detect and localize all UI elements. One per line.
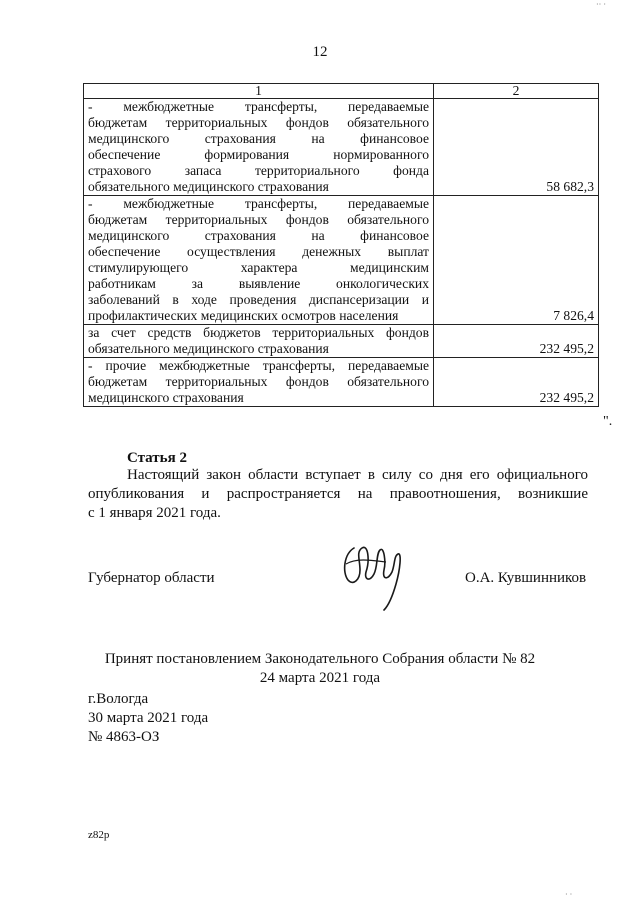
description-line: - прочие межбюджетные трансферты, передаваемые bbox=[88, 358, 429, 373]
description-line: профилактических медицинских осмотров населения bbox=[88, 308, 399, 323]
adoption-line-2: 24 марта 2021 года bbox=[259, 670, 381, 686]
adoption-note bbox=[0, 650, 640, 688]
law-number: № 4863-ОЗ bbox=[88, 729, 160, 745]
description-line: бюджетам территориальных фондов обязательного bbox=[88, 374, 429, 389]
row-description bbox=[84, 325, 434, 358]
corner-mark-bottom: · · bbox=[565, 890, 573, 899]
page-number: 12 bbox=[312, 44, 328, 60]
table-header-col-1: 1 bbox=[84, 84, 434, 99]
place-date-block bbox=[88, 690, 208, 747]
row-description bbox=[84, 99, 434, 196]
article-line: опубликования и распространяется на правоотношения, возникшие bbox=[88, 486, 588, 502]
article-body bbox=[88, 466, 588, 523]
governor-label: Губернатор области bbox=[88, 570, 215, 586]
row-value: 232 495,2 bbox=[434, 358, 599, 407]
table-header-row bbox=[84, 84, 599, 99]
description-line: обязательного медицинского страхования bbox=[88, 179, 329, 194]
article-line: Настоящий закон области вступает в силу со дня его официального bbox=[127, 467, 588, 483]
description-line: медицинского страхования на финансовое bbox=[88, 228, 429, 243]
table-row bbox=[84, 99, 599, 196]
table-header-col-2: 2 bbox=[434, 84, 599, 99]
description-line: обеспечение формирования нормированного bbox=[88, 147, 429, 162]
city: г.Вологда bbox=[88, 691, 149, 707]
row-value: 58 682,3 bbox=[434, 99, 599, 196]
description-line: стимулирующего характера медицинским bbox=[88, 260, 429, 275]
description-line: - межбюджетные трансферты, передаваемые bbox=[88, 196, 429, 211]
corner-mark-top: ·· · bbox=[596, 0, 606, 9]
description-line: работникам за выявление онкологических bbox=[88, 276, 429, 291]
description-line: обеспечение осуществления денежных выплат bbox=[88, 244, 429, 259]
handwritten-signature bbox=[340, 540, 406, 614]
row-description bbox=[84, 196, 434, 325]
description-line: медицинского страхования на финансовое bbox=[88, 131, 429, 146]
budget-table bbox=[83, 83, 599, 407]
description-line: бюджетам территориальных фондов обязательного bbox=[88, 212, 429, 227]
description-line: медицинского страхования bbox=[88, 390, 244, 405]
description-line: - межбюджетные трансферты, передаваемые bbox=[88, 99, 429, 114]
description-line: за счет средств бюджетов территориальных фондов bbox=[88, 325, 429, 340]
footer-code: z82p bbox=[88, 829, 110, 841]
closing-quote: ". bbox=[603, 414, 613, 429]
description-line: заболеваний в ходе проведения диспансеризации и bbox=[88, 292, 429, 307]
row-value: 232 495,2 bbox=[434, 325, 599, 358]
table-row bbox=[84, 325, 599, 358]
row-description bbox=[84, 358, 434, 407]
description-line: страхового запаса территориального фонда bbox=[88, 163, 429, 178]
article-line: с 1 января 2021 года. bbox=[88, 505, 221, 521]
governor-name: О.А. Кувшинников bbox=[465, 570, 587, 586]
article-title: Статья 2 bbox=[127, 450, 187, 466]
adoption-line-1: Принят постановлением Законодательного Собрания области № 82 bbox=[104, 651, 536, 667]
row-value: 7 826,4 bbox=[434, 196, 599, 325]
description-line: обязательного медицинского страхования bbox=[88, 341, 329, 356]
signing-date: 30 марта 2021 года bbox=[88, 710, 209, 726]
description-line: бюджетам территориальных фондов обязательного bbox=[88, 115, 429, 130]
table-row bbox=[84, 358, 599, 407]
table-row bbox=[84, 196, 599, 325]
